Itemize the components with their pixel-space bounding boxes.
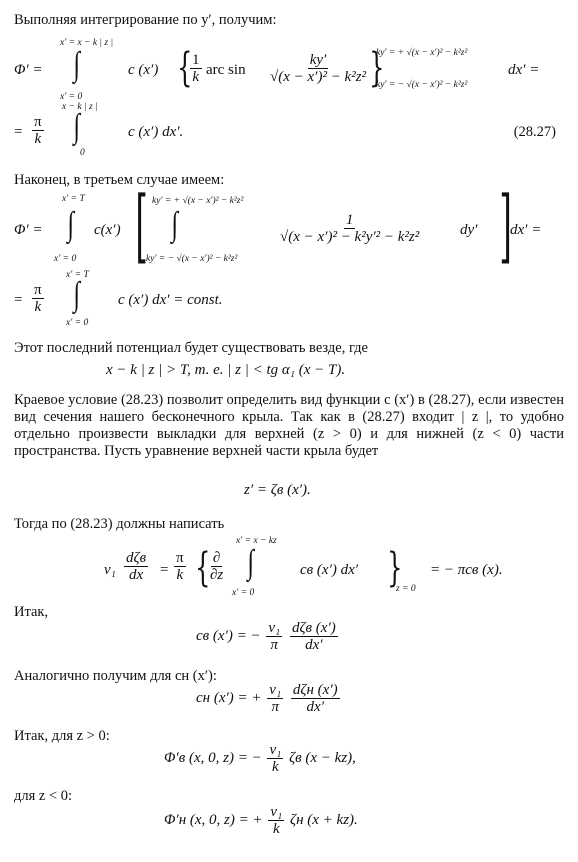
eq10-rhs: ζв (x − kz),: [289, 749, 356, 766]
eq3-tail: dx′ =: [510, 222, 542, 238]
eq7-upper-limit: x′ = x − kz: [236, 536, 277, 546]
eq1-limit-lo: ky′ = − √(x − x′)² − k²z²: [376, 80, 468, 90]
eq4-body: c (x′) dx′ = const.: [118, 292, 223, 308]
eq11-frac: $\frac{\text{v₁}}{k}$: [270, 804, 283, 837]
eq1-c: c (x′): [128, 62, 159, 78]
eq9-frac1: $\frac{\text{v₁}}{\pi}$: [269, 682, 282, 715]
text-line-2: Наконец, в третьем случае имеем:: [14, 172, 225, 188]
eq3-bracket-open: [: [135, 179, 148, 272]
eq1-limit-up: ky′ = + √(x − x′)² − k²z²: [376, 48, 468, 58]
eq10-lhs: Φ′в (x, 0, z) = −: [164, 749, 262, 766]
eq3-c: c(x′): [94, 222, 121, 238]
eq7-integral-sign: ∫: [247, 544, 254, 581]
eq2-lhs: =: [14, 124, 23, 140]
equation-8: [196, 620, 340, 653]
eq2-body: c (x′) dx′.: [128, 124, 184, 140]
eq2-number: (28.27): [513, 124, 556, 140]
eq7-body: cв (x′) dx′: [300, 562, 359, 578]
eq2-frac: $\frac{\pi}{k}$: [34, 114, 42, 147]
eq1-lower-limit: x′ = 0: [60, 92, 83, 102]
eq1-arcsin: arc sin: [206, 62, 246, 78]
eq7-rhs: = − πcв (x).: [430, 562, 503, 578]
equation-6: z′ = ζв (x′).: [244, 482, 311, 498]
text-line-3: Этот последний потенциал будет существовать везде, где: [14, 340, 368, 356]
eq2-integral-sign: ∫: [73, 108, 80, 145]
eq7-frac3: $\frac{\partial}{\partial z}$: [210, 550, 224, 583]
eq3-lower-limit: x′ = 0: [54, 254, 77, 264]
eq1-lhs: Φ′ =: [14, 62, 43, 78]
eq10-frac: $\frac{\text{v₁}}{k}$: [269, 742, 282, 775]
eq3-inner-upper: ky′ = + √(x − x′)² − k²z²: [152, 196, 244, 206]
eq2-upper-limit: x − k | z |: [62, 102, 98, 112]
equation-11: [164, 804, 358, 837]
text-line-5: Итак,: [14, 604, 49, 620]
eq1-brace-open: {: [177, 45, 193, 91]
eq1-brace-close: }: [369, 45, 385, 91]
equation-2: [0, 100, 578, 160]
eq3-dy: dy′: [460, 222, 478, 238]
paragraph-1: Краевое условие (28.23) позволит определить вид функции c (x′) в (28.27), если известен вид сечения нашего бесконечного крыла. Так как в (28.27) входит | z |, то удобно отдельно произвести выкладки для верхней (z > 0) и для нижней (z < 0) части пространства. Пусть уравнение верхней части крыла будет: [14, 392, 564, 459]
eq7-brace-open: {: [195, 545, 211, 591]
eq4-integral-sign: ∫: [73, 276, 80, 313]
eq7-sub: z = 0: [396, 584, 416, 594]
eq1-frac: $\frac{1}{k}$: [192, 52, 200, 85]
eq11-lhs: Φ′н (x, 0, z) = +: [164, 811, 263, 828]
text-line-6: Аналогично получим для cн (x′):: [14, 668, 217, 684]
eq7-frac2: $\frac{\pi}{k}$: [176, 550, 184, 583]
eq3-frac: $\frac{1}{\text{√(x − x′)² − k²y′² − k²z²}}$: [280, 212, 420, 245]
eq3-integral-sign: ∫: [67, 206, 74, 243]
eq1-upper-limit: x′ = x − k | z |: [60, 38, 114, 48]
eq1-arg: $\frac{ky'}{\text{√(x − x′)² − k²z²}}$: [270, 52, 367, 85]
eq9-frac2: $\frac{\text{dζн (x′)}}{dx'}$: [292, 682, 338, 715]
eq2-lower-limit: 0: [80, 148, 85, 158]
equation-1: [0, 34, 578, 106]
text-line-7: Итак, для z > 0:: [14, 728, 110, 744]
equation-10: [164, 742, 356, 775]
equation-4: [0, 268, 578, 328]
eq8-frac2: $\frac{\text{dζв (x′)}}{dx'}$: [291, 620, 336, 653]
eq8-lhs: cв (x′) = −: [196, 627, 261, 644]
equation-9: [196, 682, 342, 715]
eq3-lhs: Φ′ =: [14, 222, 43, 238]
eq3-inner-integral: ∫: [171, 206, 178, 243]
eq4-upper-limit: x′ = T: [66, 270, 89, 280]
equation-5: x − k | z | > T, т. е. | z | < tg α₁ (x − T).: [106, 362, 346, 378]
eq7-frac1: $\frac{\text{dζв}}{dx}$: [126, 550, 147, 583]
eq4-frac: $\frac{\pi}{k}$: [34, 282, 42, 315]
eq9-lhs: cн (x′) = +: [196, 689, 262, 706]
eq3-inner-lower: ky′ = − √(x − x′)² − k²z²: [146, 254, 238, 264]
eq1-integral-sign: ∫: [73, 46, 80, 83]
eq4-lower-limit: x′ = 0: [66, 318, 89, 328]
text-line-8: для z < 0:: [14, 788, 73, 804]
eq3-upper-limit: x′ = T: [62, 194, 85, 204]
eq11-rhs: ζн (x + kz).: [290, 811, 358, 828]
eq7-v: v₁: [104, 562, 116, 578]
eq1-tail: dx′ =: [508, 62, 540, 78]
eq7-eq: =: [160, 562, 169, 578]
text-line-4: Тогда по (28.23) должны написать: [14, 516, 225, 532]
eq3-bracket-close: ]: [499, 179, 512, 272]
eq8-frac1: $\frac{\text{v₁}}{\pi}$: [268, 620, 281, 653]
text-line-1: Выполняя интегрирование по y′, получим:: [14, 12, 277, 28]
eq4-lhs: =: [14, 292, 23, 308]
eq7-brace-close: }: [387, 545, 403, 591]
eq7-lower-limit: x′ = 0: [232, 588, 255, 598]
equation-7: [0, 534, 578, 600]
